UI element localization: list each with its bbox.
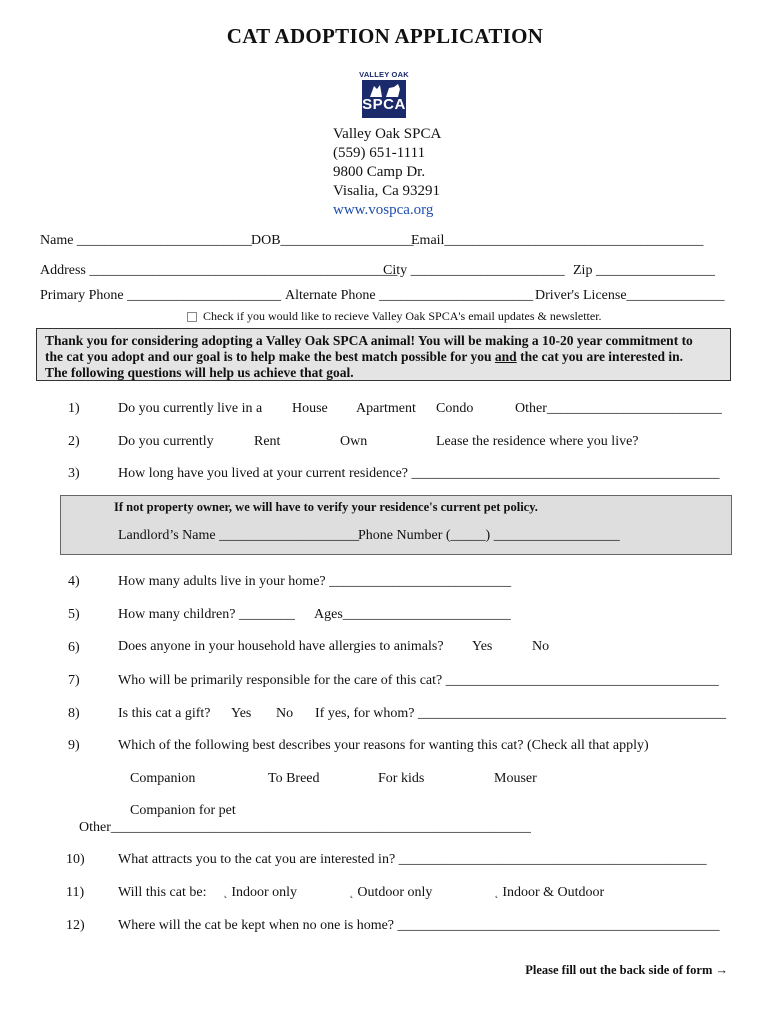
spca-logo — [358, 70, 410, 120]
q12-kept-location-field[interactable]: Where will the cat be kept when no one is home? ______________________________________________ — [118, 918, 720, 933]
q11-option-indoor-only-label: Indoor only — [231, 885, 298, 900]
name-field[interactable]: Name _________________________ — [40, 233, 252, 248]
email-field[interactable]: Email_____________________________________ — [411, 233, 704, 248]
q3-residence-duration-field[interactable]: How long have you lived at your current residence? ____________________________________________ — [118, 466, 720, 481]
page-title: CAT ADOPTION APPLICATION — [226, 24, 544, 48]
q9-option-companion[interactable]: Companion — [130, 771, 196, 786]
q11-option-outdoor-only[interactable] — [350, 885, 432, 901]
q1-option-condo[interactable]: Condo — [436, 401, 474, 416]
logo-badge — [362, 80, 406, 118]
zip-field[interactable]: Zip _________________ — [573, 263, 715, 278]
q6-option-no[interactable]: No — [532, 639, 550, 654]
q8-option-yes[interactable]: Yes — [231, 706, 252, 721]
q6-text: Does anyone in your household have allergies to animals? — [118, 639, 444, 654]
question-number: 9) — [68, 738, 80, 753]
q9-other-field[interactable]: Other____________________________________________________________ — [79, 820, 531, 835]
q2-option-lease[interactable]: Lease the residence where you live? — [436, 434, 639, 449]
q8-text: Is this cat a gift? — [118, 706, 211, 721]
landlord-name-field[interactable]: Landlord’s Name ____________________ — [118, 528, 360, 543]
intro-line-2 — [45, 349, 683, 365]
question-number: 10) — [66, 852, 85, 867]
intro-line-1: Thank you for considering adopting a Valley Oak SPCA animal! You will be making a 10-20 year commitment to — [45, 333, 693, 348]
q6-option-yes[interactable]: Yes — [472, 639, 493, 654]
address-field[interactable]: Address ____________________________________________ — [40, 263, 398, 278]
question-number: 11) — [66, 885, 85, 900]
q9-text: Which of the following best describes your reasons for wanting this cat? (Check all that apply) — [118, 738, 649, 753]
newsletter-row — [187, 309, 602, 324]
q7-caretaker-field[interactable]: Who will be primarily responsible for the care of this cat? _______________________________________ — [118, 673, 719, 688]
question-number: 2) — [68, 434, 80, 449]
org-name: Valley Oak SPCA — [333, 126, 442, 142]
q9-option-companion-for-pet[interactable]: Companion for pet — [130, 803, 236, 818]
question-number: 3) — [68, 466, 80, 481]
landlord-notice: If not property owner, we will have to verify your residence's current pet policy. — [114, 500, 538, 514]
q10-attraction-field[interactable]: What attracts you to the cat you are interested in? ____________________________________________ — [118, 852, 707, 867]
q11-option-indoor-outdoor[interactable] — [495, 885, 604, 901]
question-number: 5) — [68, 607, 80, 622]
landlord-phone-field[interactable]: Phone Number (_____) __________________ — [358, 528, 620, 543]
org-phone: (559) 651-1111 — [333, 145, 426, 161]
q11-option-indoor-only[interactable] — [224, 885, 297, 901]
intro-line-3: The following questions will help us achieve that goal. — [45, 365, 354, 380]
checkbox-mark-icon: ˛ — [350, 888, 354, 899]
logo-main-text: SPCA — [362, 96, 406, 113]
q1-option-house[interactable]: House — [292, 401, 328, 416]
q1-text: Do you currently live in a — [118, 401, 263, 416]
q9-option-for-kids[interactable]: For kids — [378, 771, 425, 786]
q1-option-apartment[interactable]: Apartment — [356, 401, 416, 416]
question-number: 1) — [68, 401, 80, 416]
question-number: 8) — [68, 706, 80, 721]
q11-option-indoor-outdoor-label: Indoor & Outdoor — [502, 885, 605, 900]
q11-text: Will this cat be: — [118, 885, 207, 900]
q9-option-to-breed[interactable]: To Breed — [268, 771, 320, 786]
q2-option-rent[interactable]: Rent — [254, 434, 281, 449]
dob-field[interactable]: DOB___________________ — [251, 233, 414, 248]
q8-gift-recipient-field[interactable]: If yes, for whom? ____________________________________________ — [315, 706, 727, 721]
question-number: 12) — [66, 918, 85, 933]
question-number: 7) — [68, 673, 80, 688]
org-website-link[interactable]: www.vospca.org — [333, 202, 434, 218]
q4-adults-field[interactable]: How many adults live in your home? __________________________ — [118, 574, 512, 589]
q9-option-mouser[interactable]: Mouser — [494, 771, 537, 786]
city-field[interactable]: City ______________________ — [383, 263, 565, 278]
intro-line-2b: the cat you are interested in. — [516, 349, 684, 364]
q5-children-field[interactable]: How many children? ________ — [118, 607, 295, 622]
q1-option-other[interactable]: Other_________________________ — [515, 401, 722, 416]
primary-phone-field[interactable]: Primary Phone ______________________ — [40, 288, 282, 303]
drivers-license-field[interactable]: Driver's License______________ — [535, 288, 725, 303]
alternate-phone-field[interactable]: Alternate Phone ______________________ — [285, 288, 534, 303]
intro-and-emphasis: and — [494, 349, 517, 364]
question-number: 6) — [68, 640, 80, 655]
q8-option-no[interactable]: No — [276, 706, 294, 721]
newsletter-label: Check if you would like to recieve Valley Oak SPCA's email updates & newsletter. — [203, 309, 602, 323]
q2-option-own[interactable]: Own — [340, 434, 368, 449]
logo-top-text: VALLEY OAK — [359, 70, 409, 79]
org-street: 9800 Camp Dr. — [333, 164, 426, 180]
back-side-note: Please fill out the back side of form → — [525, 963, 728, 977]
q2-text: Do you currently — [118, 434, 214, 449]
q5-ages-field[interactable]: Ages________________________ — [314, 607, 511, 622]
checkbox-mark-icon: ˛ — [224, 888, 228, 899]
intro-line-2a: the cat you adopt and our goal is to help make the best match possible for you — [45, 349, 495, 364]
newsletter-checkbox[interactable] — [187, 312, 197, 322]
org-city: Visalia, Ca 93291 — [333, 183, 440, 199]
question-number: 4) — [68, 574, 80, 589]
intro-notice — [36, 328, 731, 381]
checkbox-mark-icon: ˛ — [495, 888, 499, 899]
q11-option-outdoor-only-label: Outdoor only — [357, 885, 433, 900]
